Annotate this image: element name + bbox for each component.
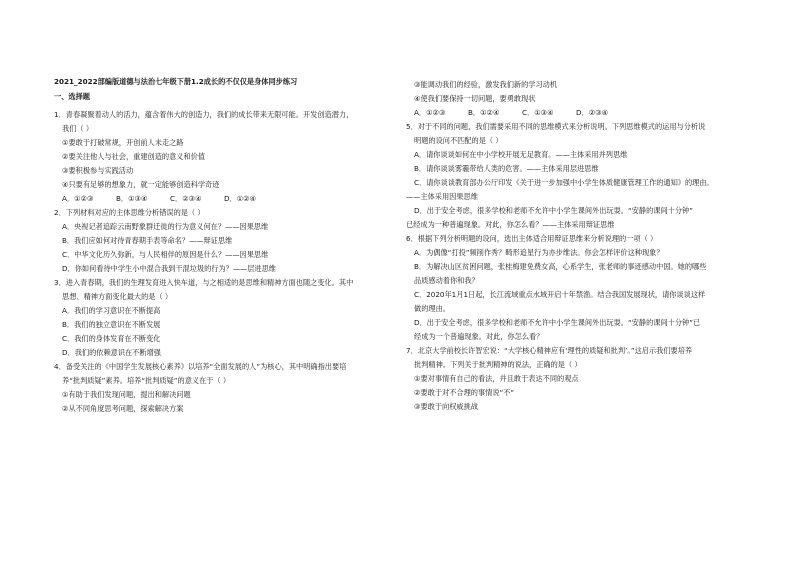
- option-item-cont: 已经成为一种普遍现象。对此，你怎么看？——主体采用辩证思维: [406, 220, 615, 229]
- option-item-cont: ——主体采用因果思维: [406, 192, 478, 201]
- option-item: A．央视记者追踪云南野象群迁徙的行为意义何在？——因果思维: [62, 222, 269, 231]
- option-item: B．请你谈谈雾霾带给人类的危害。——主体采用层进思维: [414, 164, 599, 173]
- statement-item: ②要敢于对不合理的事情说“不”: [414, 388, 515, 397]
- question-1: [54, 108, 404, 206]
- question-stem: 7．北京大学前校长许智宏说：“大学核心精神应有‘理性的质疑和批判’。”这启示我们要培养: [406, 346, 693, 355]
- question-4: [54, 360, 404, 416]
- answer-choices: [54, 192, 404, 206]
- statement-item: ①要敢于打破常规，开创前人未走之路: [62, 138, 184, 147]
- question-7: [406, 344, 756, 414]
- option-item: D．你如何看待中学生小中混合我到干混垃圾的行为？——层进思维: [62, 264, 276, 273]
- option-item: A．为偶像“打投”频削作秀？畸形追星行为亦步维法。你会怎样评价这种现象？: [414, 248, 664, 257]
- option-item: C．我们的身体发育在不断变化: [62, 334, 161, 343]
- option-item: B．我们应如何对待青春期手表等命名？——辩证思维: [62, 236, 233, 245]
- section-heading: 一、选择题: [54, 92, 90, 101]
- question-stem: 3．进入青春期，我们的生理发育进入快车道，与之相适的是思维和精神方面也随之变化。其中: [54, 278, 354, 287]
- question-2: [54, 206, 404, 276]
- option-item: C．请你谈谈教育部办公厅印发《关于进一步加强中小学生体质健康管理工作的通知》的理由。: [414, 178, 714, 187]
- question-stem-cont: 我们（ ）: [62, 124, 94, 133]
- question-6: [406, 232, 756, 344]
- question-stem: 1．青春凝聚着动人的活力，蕴含着伟大的创造力，我们的成长带来无限可能。开发创造潜力，: [54, 110, 354, 119]
- statement-item: ③能调动我们的经验，激发我们新的学习动机: [414, 80, 558, 89]
- question-5: [406, 120, 756, 232]
- question-stem-cont: 养“批判质疑”素养。培养“批判质疑”的意义在于（ ）: [62, 376, 231, 385]
- option-item: A．我们的学习意识在不断提高: [62, 306, 161, 315]
- question-4-continued: [406, 78, 756, 120]
- choice-c: C．②③④: [170, 194, 202, 203]
- choice-a: A．①②③: [62, 194, 94, 203]
- option-item-cont: 经成为一个普遍现象。对此，你怎么看？: [414, 332, 544, 341]
- question-stem: 4．备受关注的《中国学生发展核心素养》以培养“全面发展的人”为核心，其中明确指出要培: [54, 362, 347, 371]
- choice-d: D．①②④: [224, 194, 257, 203]
- question-3: [54, 276, 404, 360]
- choice-d: D．②③④: [576, 108, 609, 117]
- question-stem-cont: 明题的设问不匹配的是（ ）: [414, 136, 503, 145]
- option-item: D．出于安全考虑，很多学校和老师不允许中小学生课间外出玩耍。“安静的课间十分钟”已: [414, 318, 701, 327]
- statement-item: ④只要有足够的想象力，就一定能够创造科学奇迹: [62, 180, 220, 189]
- answer-choices: [406, 106, 756, 120]
- statement-item: ③要敢于向权威挑战: [414, 402, 478, 411]
- option-item: B．为解决山区贫困问题，张桂梅建免费女高，心系学生，张老师的事迹感动中国。她的哪些: [414, 262, 707, 271]
- question-stem: 6．根据下列分析明题的设问，选出主体适合用辩证思维来分析说理的一项（ ）: [406, 234, 658, 243]
- question-stem-cont: 思想、精神方面变化最大的是（ ）: [62, 292, 173, 301]
- choice-b: B．①②④: [468, 108, 500, 117]
- question-stem: 5．对于不同的问题，我们需要采用不同的思维模式来分析说明。下列思维模式的运用与分析说: [406, 122, 706, 131]
- question-stem: 2．下列材料对应的主体思维分析错误的是（ ）: [54, 208, 205, 217]
- choice-b: B．①③④: [116, 194, 148, 203]
- option-item: C．2020年1月1日起，长江流域重点水域开启十年禁渔。结合我国发展现状，请你谈谈这样: [414, 290, 706, 299]
- choice-c: C．①③④: [522, 108, 554, 117]
- document-title: 2021_2022部编版道德与法治七年级下册1.2成长的不仅仅是身体同步练习: [54, 77, 298, 86]
- statement-item: ②要关注他人与社会，重建创造的意义和价值: [62, 152, 206, 161]
- option-item-cont: 品质感动着你和我？: [414, 276, 479, 285]
- question-stem-cont: 批判精神。下列关于批判精神的说法，正确的是（ ）: [414, 360, 582, 369]
- right-column: [406, 78, 756, 414]
- left-column: [54, 76, 404, 416]
- statement-item: ①要对事情有自己的看法，并且敢于表达不同的观点: [414, 374, 579, 383]
- option-item: C．中华文化历久弥新，与人民相伴的原因是什么？——因果思维: [62, 250, 269, 259]
- option-item: D．我们的依赖意识在不断增强: [62, 348, 161, 357]
- statement-item: ③要积极参与实践活动: [62, 166, 134, 175]
- option-item: B．我们的独立意识在不断发展: [62, 320, 161, 329]
- statement-item: ④使我们要保持一切问题，要勇敢现状: [414, 94, 536, 103]
- option-item-cont: 做的理由。: [414, 304, 450, 313]
- statement-item: ②从不同角度思考问题，探索解决方案: [62, 404, 184, 413]
- statement-item: ①有助于我们发现问题，提出和解决问题: [62, 390, 191, 399]
- option-item: D．出于安全考虑，很多学校和老师不允许中小学生课间外出玩耍。“安静的课间十分钟”: [414, 206, 693, 215]
- choice-a: A．①②③: [414, 108, 446, 117]
- option-item: A．请你谈谈如何在中小学校开展无足教育。——主体采用并列思维: [414, 150, 628, 159]
